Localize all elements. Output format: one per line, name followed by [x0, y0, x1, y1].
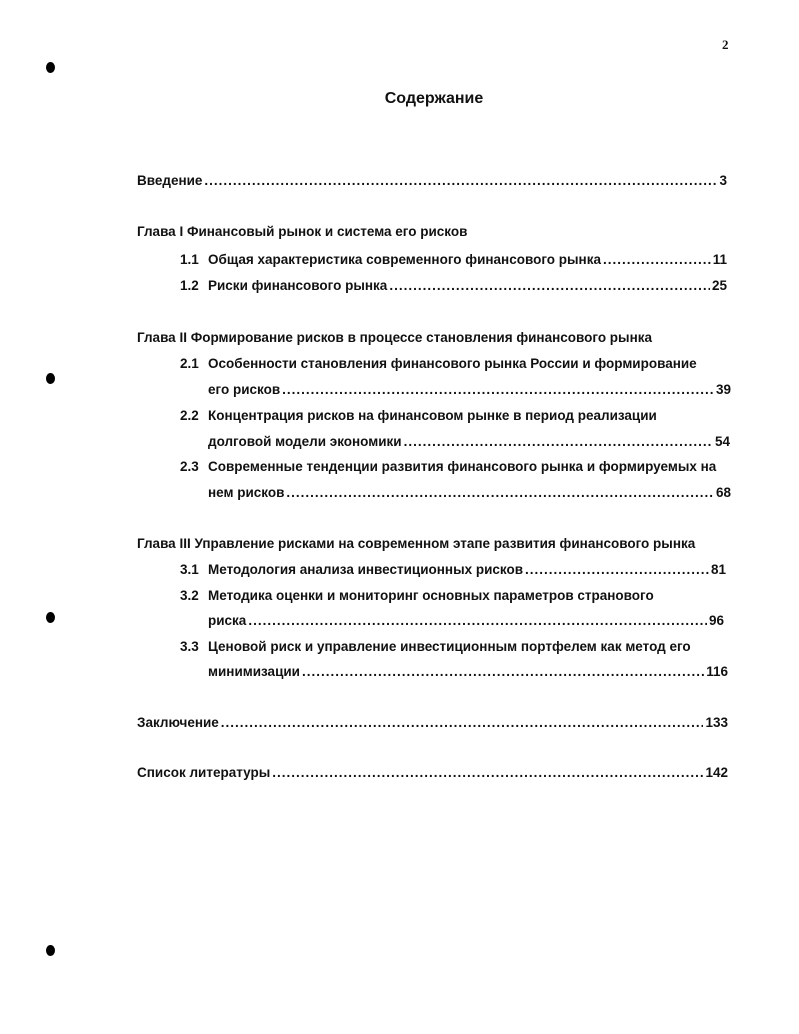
section-title-continued: минимизации	[208, 664, 300, 679]
leader-dots	[603, 251, 711, 269]
section-title: Общая характеристика современного финансового рынка	[208, 252, 601, 267]
leader-dots	[248, 612, 707, 630]
toc-title: Содержание	[384, 90, 484, 107]
toc-entry-label: Список литературы	[137, 765, 271, 780]
leader-dots	[221, 714, 704, 732]
toc-page-number: 25	[711, 278, 727, 293]
toc-entry-section-line2[interactable]	[208, 484, 731, 502]
section-number: 2.1	[180, 356, 199, 371]
toc-entry-label: Введение	[137, 173, 203, 188]
leader-dots	[525, 561, 709, 579]
toc-entry-bibliography[interactable]	[137, 764, 728, 782]
binding-hole-mark	[46, 945, 55, 956]
toc-entry-section-line1[interactable]	[180, 355, 697, 373]
toc-entry-section[interactable]	[180, 251, 727, 269]
toc-page-number: 133	[705, 715, 728, 730]
toc-entry-section[interactable]	[180, 277, 727, 295]
section-title: Методика оценки и мониторинг основных параметров странового	[208, 588, 654, 603]
binding-hole-mark	[46, 612, 55, 623]
section-number: 1.1	[180, 252, 199, 267]
toc-entry-introduction[interactable]	[137, 172, 727, 190]
page-number: 2	[722, 37, 729, 52]
toc-entry-conclusion[interactable]	[137, 714, 728, 732]
section-number: 3.2	[180, 588, 199, 603]
section-title-continued: риска	[208, 613, 247, 628]
section-title-continued: его рисков	[208, 382, 281, 397]
section-number: 2.3	[180, 459, 199, 474]
section-title: Особенности становления финансового рынка России и формирование	[208, 356, 697, 371]
chapter-heading[interactable]: Глава II Формирование рисков в процессе становления финансового рынка	[137, 330, 653, 345]
leader-dots	[286, 484, 714, 502]
section-title: Современные тенденции развития финансового рынка и формируемых на	[208, 459, 717, 474]
section-title: Риски финансового рынка	[208, 278, 388, 293]
leader-dots	[204, 172, 717, 190]
toc-entry-section-line2[interactable]	[208, 381, 731, 399]
toc-entry-section-line2[interactable]	[208, 433, 730, 451]
toc-page-number: 11	[712, 252, 727, 267]
toc-page-number: 142	[705, 765, 728, 780]
toc-page-number: 39	[715, 382, 731, 397]
section-title-continued: долговой модели экономики	[208, 434, 402, 449]
toc-entry-section-line2[interactable]	[208, 612, 724, 630]
section-number: 3.1	[180, 562, 199, 577]
section-title: Ценовой риск и управление инвестиционным портфелем как метод его	[208, 639, 691, 654]
section-number: 1.2	[180, 278, 199, 293]
toc-entry-section-line1[interactable]	[180, 407, 657, 425]
leader-dots	[302, 663, 704, 681]
toc-entry-label: Заключение	[137, 715, 219, 730]
toc-entry-section-line2[interactable]	[208, 663, 728, 681]
leader-dots	[404, 433, 713, 451]
toc-page-number: 54	[714, 434, 730, 449]
toc-entry-section[interactable]	[180, 561, 726, 579]
toc-page-number: 116	[706, 664, 728, 679]
section-title: Концентрация рисков на финансовом рынке в период реализации	[208, 408, 657, 423]
chapter-heading[interactable]: Глава I Финансовый рынок и система его рисков	[137, 224, 468, 239]
binding-hole-mark	[46, 62, 55, 73]
toc-entry-section-line1[interactable]	[180, 587, 654, 605]
leader-dots	[272, 764, 703, 782]
section-title-continued: нем рисков	[208, 485, 285, 500]
toc-page-number: 3	[719, 173, 727, 188]
section-number: 2.2	[180, 408, 199, 423]
leader-dots	[389, 277, 710, 295]
toc-entry-section-line1[interactable]	[180, 458, 716, 476]
leader-dots	[282, 381, 714, 399]
chapter-heading[interactable]: Глава III Управление рисками на современном этапе развития финансового рынка	[137, 536, 696, 551]
section-number: 3.3	[180, 639, 199, 654]
toc-page-number: 96	[708, 613, 724, 628]
section-title: Методология анализа инвестиционных рисков	[208, 562, 524, 577]
binding-hole-mark	[46, 373, 55, 384]
toc-page-number: 81	[710, 562, 726, 577]
toc-entry-section-line1[interactable]	[180, 638, 691, 656]
toc-page-number: 68	[715, 485, 731, 500]
